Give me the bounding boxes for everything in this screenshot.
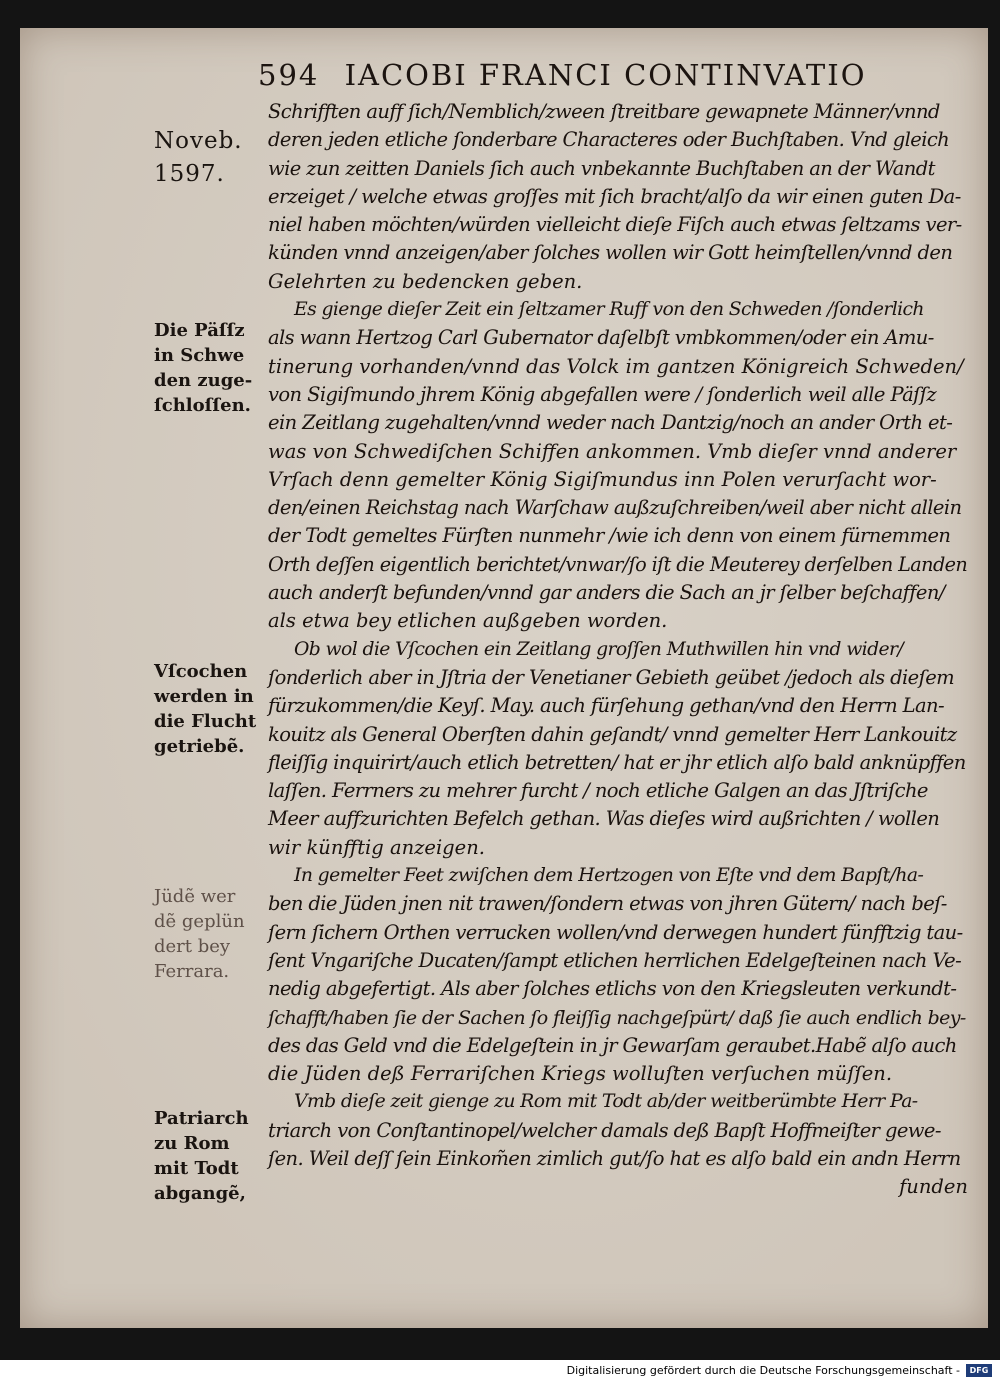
margin-note-line: Die Päſſz <box>154 320 245 341</box>
text-line: von Sigiſmundo jhrem König abgefallen were / ſonderlich weil alle Päſſz <box>268 382 937 406</box>
margin-note-line: dẽ geplün <box>154 911 245 932</box>
margin-note-line: dert bey <box>154 936 231 957</box>
text-line: der Todt gemeltes Fürſten nunmehr /wie ich denn von einem fürnemmen <box>268 524 951 548</box>
margin-date-year: 1597. <box>154 161 225 187</box>
footer-credit: Digitalisierung gefördert durch die Deutsche Forschungsgemeinschaft - <box>566 1364 960 1377</box>
text-line: den/einen Reichstag nach Warſchaw außzuſchreiben/weil aber nicht allein <box>268 496 962 520</box>
running-head <box>258 58 908 92</box>
margin-note-patriarch <box>154 1106 279 1206</box>
margin-note-sweden <box>154 318 279 418</box>
page-title: IACOBI FRANCI CONTINVATIO <box>344 58 867 92</box>
text-line: als wann Hertzog Carl Gubernator daſelbſt vmbkommen/oder ein Amu- <box>268 326 934 350</box>
margin-note-line: mit Todt <box>154 1158 239 1179</box>
footer <box>0 1360 1000 1382</box>
margin-note-uskoks <box>154 659 279 759</box>
text-line: künden vnnd anzeigen/aber ſolches wollen wir Gott heimſtellen/vnnd den <box>268 241 953 265</box>
text-line: ſchafft/haben ſie der Sachen ſo fleiſſig nachgeſpürt/ daß ſie auch endlich bey- <box>268 1006 966 1029</box>
text-line: tinerung vorhanden/vnnd das Volck im gantzen Königreich Schweden/ <box>268 354 964 378</box>
margin-date-month: Noveb. <box>154 128 243 154</box>
text-line: In gemelter Feet zwiſchen dem Hertzogen von Eſte vnd dem Bapſt/ha- <box>294 865 924 887</box>
text-line: Orth deſſen eigentlich berichtet/vnwar/ſo iſt die Meuterey derſelben Landen <box>268 552 968 576</box>
text-line: wie zun zeitten Daniels ſich auch vnbekannte Buchſtaben an der Wandt <box>268 156 935 180</box>
body-text <box>268 98 968 1202</box>
text-line: als etwa bey etlichen außgeben worden. <box>268 609 668 633</box>
text-line: ſent Vngariſche Ducaten/ſampt etlichen herrlichen Edelgeſteinen nach Ve- <box>268 948 962 972</box>
margin-note-line: Ferrara. <box>154 961 230 982</box>
text-line: was von Schwediſchen Schiffen ankommen. Vmb dieſer vnnd anderer <box>268 439 957 463</box>
margin-note-line: getriebẽ. <box>154 736 245 757</box>
margin-note-line: Vſcochen <box>154 661 248 682</box>
text-line: niel haben möchten/würden vielleicht dieſe Fiſch auch etwas ſeltzams ver- <box>268 213 962 237</box>
text-line: deren jeden etliche ſonderbare Characteres oder Buchſtaben. Vnd gleich <box>268 128 950 152</box>
text-line: triarch von Conſtantinopel/welcher damals deß Bapſt Hoffmeiſter gewe- <box>268 1118 941 1142</box>
text-line: Es gienge dieſer Zeit ein ſeltzamer Ruff von den Schweden /ſonderlich <box>294 299 924 321</box>
text-line: wir künfftig anzeigen. <box>268 835 485 859</box>
text-line: erzeiget / welche etwas groſſes mit ſich bracht/alſo da wir einen guten Da- <box>268 184 961 208</box>
text-line: Schrifften auff ſich/Nemblich/zween ſtreitbare gewapnete Männer/vnnd <box>268 100 940 123</box>
dfg-logo: DFG <box>966 1364 992 1377</box>
text-line: ein Zeitlang zugehalten/vnnd weder nach Dantzig/noch an ander Orth et- <box>268 411 953 435</box>
margin-note-line: den zuge- <box>154 370 253 391</box>
margin-note-jews <box>154 884 279 984</box>
margin-note-line: zu Rom <box>154 1133 230 1154</box>
text-line: ſern ſichern Orthen verrucken wollen/vnd derwegen hundert fünfftzig tau- <box>268 920 963 944</box>
text-line: auch anderſt befunden/vnnd gar anders die Sach an jr ſelber beſchaffen/ <box>268 581 945 605</box>
text-line: ſen. Weil deſſ ſein Einkom̃en zimlich gut/ſo hat es alſo bald ein andn Herrn <box>268 1146 961 1170</box>
margin-note-line: Patriarch <box>154 1108 249 1129</box>
text-line: ben die Jüden jnen nit trawen/ſondern etwas von jhren Gütern/ nach beſ- <box>268 892 947 916</box>
margin-note-line: Jüdẽ wer <box>154 886 236 907</box>
text-line: Vrſach denn gemelter König Sigiſmundus inn Polen verurſacht wor- <box>268 467 937 491</box>
text-line: Meer auffzurichten Befelch gethan. Was dieſes wird außrichten / wollen <box>268 807 940 831</box>
text-line: Vmb dieſe zeit gienge zu Rom mit Todt ab/der weitberümbte Herr Pa- <box>294 1091 918 1113</box>
text-line: kouitz als General Oberſten dahin geſandt/ vnnd gemelter Herr Lankouitz <box>268 722 957 746</box>
text-line: die Jüden deß Ferrariſchen Kriegs wolluſten verſuchen müſſen. <box>268 1062 893 1086</box>
text-line: Gelehrten zu bedencken geben. <box>268 269 583 293</box>
text-line: nedig abgefertigt. Als aber ſolches etlichs von den Kriegsleuten verkundt- <box>268 977 957 1001</box>
margin-note-line: in Schwe <box>154 345 245 366</box>
text-line: des das Geld vnd die Edelgeſtein in jr Gewarſam geraubet.Habẽ alſo auch <box>268 1033 957 1057</box>
text-line: laſſen. Ferrners zu mehrer furcht / noch etliche Galgen an das Jſtriſche <box>268 779 928 803</box>
page-number: 594 <box>258 58 320 92</box>
margin-note-line: ſchloſſen. <box>154 395 251 416</box>
text-line: Ob wol die Vſcochen ein Zeitlang groſſen Muthwillen hin vnd wider/ <box>294 638 904 660</box>
text-line: fleiſſig inquirirt/auch etlich betretten/ hat er jhr etlich alſo bald anknüpffen <box>268 750 966 774</box>
margin-note-line: werden in <box>154 686 254 707</box>
text-line: ſonderlich aber in Jſtria der Venetianer Gebieth geübet /jedoch als dieſem <box>268 665 955 689</box>
margin-note-line: die Flucht <box>154 711 257 732</box>
margin-note-line: abgangẽ, <box>154 1183 246 1204</box>
text-line: funden <box>899 1175 968 1199</box>
text-line: fürzukommen/die Keyſ. May. auch fürſehung gethan/vnd den Herrn Lan- <box>268 694 944 718</box>
